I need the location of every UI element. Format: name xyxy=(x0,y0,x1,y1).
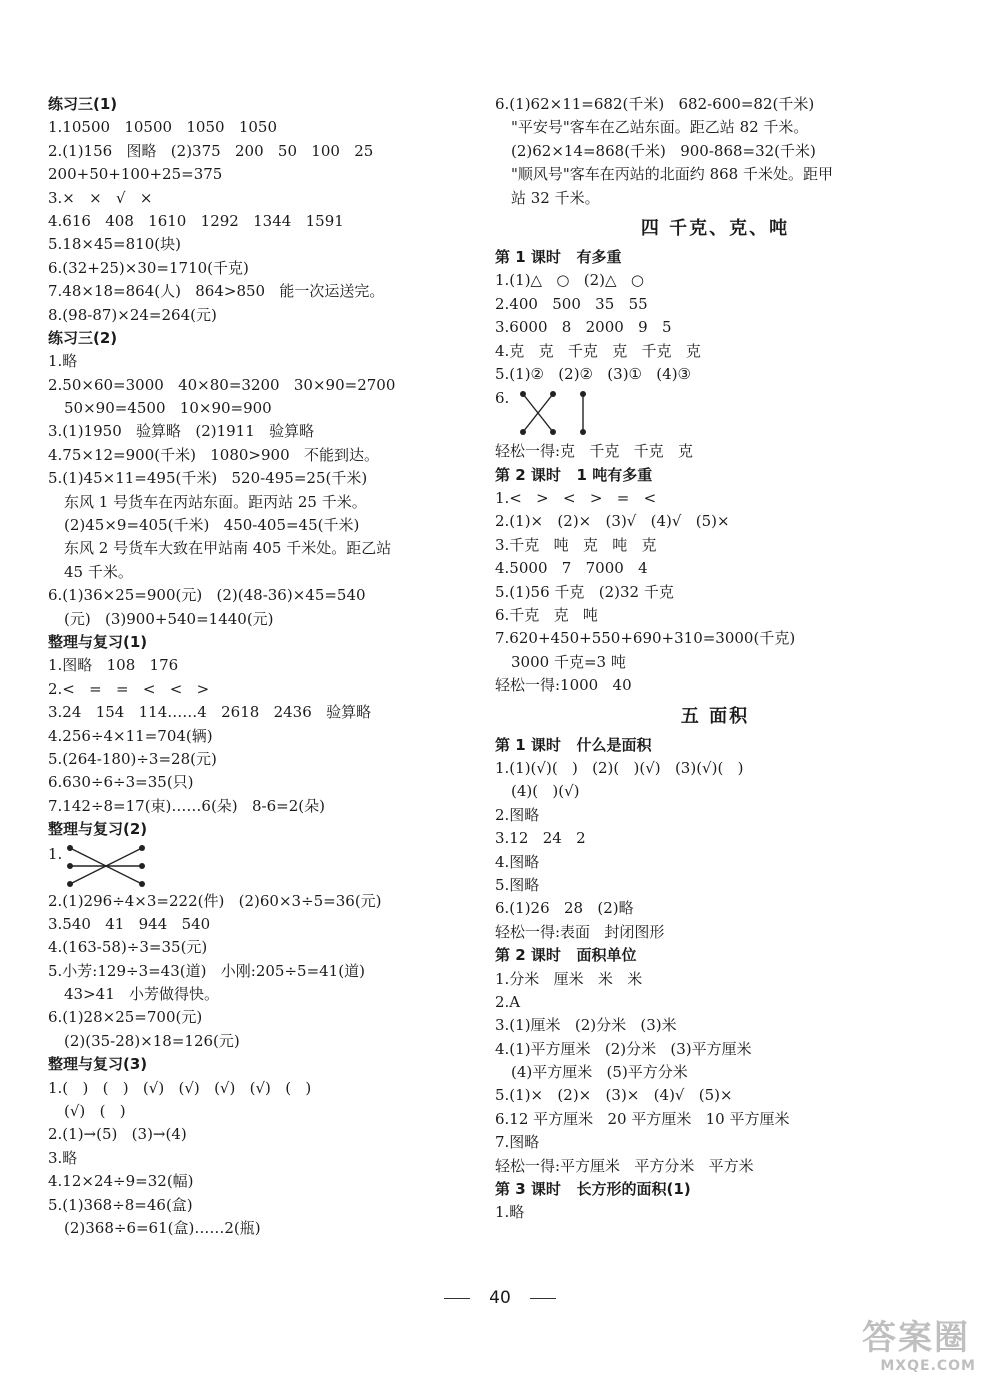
diagram-item xyxy=(48,844,478,888)
answer-line: 1.图略 108 176 xyxy=(48,656,179,675)
answer-line: 2.(1)× (2)× (3)√ (4)√ (5)× xyxy=(495,512,730,531)
watermark-logo: 答案圈 xyxy=(862,1318,970,1358)
answer-line: 2.(1)156 图略 (2)375 200 50 100 25 xyxy=(48,141,374,160)
answer-line: 1.略 xyxy=(495,1203,525,1222)
section-heading: 整理与复习(3) xyxy=(48,1055,148,1074)
answer-line: 4.图略 xyxy=(495,852,540,871)
answer-line: 4.(1)平方厘米 (2)分米 (3)平方厘米 xyxy=(495,1039,752,1058)
answer-line: 5.图略 xyxy=(495,875,540,894)
answer-line: 1.(1)△ ○ (2)△ ○ xyxy=(495,271,644,290)
answer-line: 轻松一得:平方厘米 平方分米 平方米 xyxy=(495,1156,754,1175)
watermark-url: MXQE.COM xyxy=(880,1358,976,1374)
answer-line: 4.5000 7 7000 4 xyxy=(495,559,648,578)
connector-dot xyxy=(580,391,586,397)
answer-line: 2.(1)→(5) (3)→(4) xyxy=(48,1125,187,1144)
answer-line: 8.(98-87)×24=264(元) xyxy=(48,305,217,324)
diagram-item xyxy=(495,388,935,438)
answer-line: 7.图略 xyxy=(495,1133,540,1152)
right-column xyxy=(495,93,935,1225)
answer-line: (4)( )(√) xyxy=(511,782,580,801)
answer-line: 3.(1)1950 验算略 (2)1911 验算略 xyxy=(48,422,315,441)
answer-line: 6.(32+25)×30=1710(千克) xyxy=(48,258,249,277)
answer-line: 东风 2 号货车大致在甲站南 405 千米处。距乙站 xyxy=(64,539,392,558)
answer-line: 7.142÷8=17(束)……6(朵) 8-6=2(朵) xyxy=(48,796,325,815)
answer-line: 5.18×45=810(块) xyxy=(48,235,181,254)
answer-line: 200+50+100+25=375 xyxy=(48,165,223,184)
section-heading: 第 1 课时 什么是面积 xyxy=(495,735,652,754)
answer-line: 5.小芳:129÷3=43(道) 小刚:205÷5=41(道) xyxy=(48,961,365,980)
page-footer xyxy=(0,1288,1000,1308)
answer-line: 3.(1)厘米 (2)分米 (3)米 xyxy=(495,1016,677,1035)
answer-line: 3000 千克=3 吨 xyxy=(511,652,626,671)
answer-line: 7.620+450+550+690+310=3000(千克) xyxy=(495,629,796,648)
section-heading: 整理与复习(1) xyxy=(48,632,148,651)
answer-line: 5.(1)368÷8=46(盒) xyxy=(48,1195,193,1214)
connector-dot xyxy=(67,881,73,887)
answer-line: 5.(1)45×11=495(千米) 520-495=25(千米) xyxy=(48,469,368,488)
answer-line: 3.略 xyxy=(48,1148,78,1167)
watermark xyxy=(862,1318,982,1388)
chapter-heading: 五 面积 xyxy=(680,705,750,727)
diagram-label: 6. xyxy=(495,389,510,408)
answer-line: 45 千米。 xyxy=(64,562,133,581)
section-heading: 整理与复习(2) xyxy=(48,820,148,839)
answer-line: 6.12 平方厘米 20 平方厘米 10 平方厘米 xyxy=(495,1109,790,1128)
answer-line: 1.(1)(√)( ) (2)( )(√) (3)(√)( ) xyxy=(495,758,744,777)
answer-line: 5.(1)② (2)② (3)① (4)③ xyxy=(495,364,692,383)
connector-dot xyxy=(139,863,145,869)
answer-line: (元) (3)900+540=1440(元) xyxy=(64,609,274,628)
section-heading: 第 2 课时 1 吨有多重 xyxy=(495,465,653,484)
answer-line: "顺风号"客车在丙站的北面约 868 千米处。距甲 xyxy=(511,165,833,184)
answer-line: 3.6000 8 2000 9 5 xyxy=(495,318,672,337)
answer-line: 5.(1)× (2)× (3)× (4)√ (5)× xyxy=(495,1086,733,1105)
connector-dot xyxy=(67,863,73,869)
connector-dot xyxy=(550,429,556,435)
answer-line: 1.( ) ( ) (√) (√) (√) (√) ( ) xyxy=(48,1078,312,1097)
answer-line: (4)平方厘米 (5)平方分米 xyxy=(511,1063,688,1082)
answer-line: "平安号"客车在乙站东面。距乙站 82 千米。 xyxy=(511,118,809,137)
diagram-label: 1. xyxy=(48,844,63,863)
answer-line: 1.分米 厘米 米 米 xyxy=(495,969,643,988)
section-heading: 第 3 课时 长方形的面积(1) xyxy=(495,1180,691,1199)
answer-line: 4.256÷4×11=704(辆) xyxy=(48,726,213,745)
answer-line: 2.< = = < < > xyxy=(48,679,210,698)
connector-dot xyxy=(550,391,556,397)
answer-line: 5.(264-180)÷3=28(元) xyxy=(48,749,217,768)
answer-line: 3.12 24 2 xyxy=(495,829,586,848)
answer-line: 轻松一得:表面 封闭图形 xyxy=(495,922,665,941)
section-heading: 练习三(2) xyxy=(48,328,118,347)
page-number: 40 xyxy=(489,1288,511,1308)
answer-line: 3.24 154 114……4 2618 2436 验算略 xyxy=(48,703,372,722)
answer-line: 4.616 408 1610 1292 1344 1591 xyxy=(48,211,344,230)
answer-line: 轻松一得:克 千克 千克 克 xyxy=(495,442,693,461)
answer-line: 5.(1)56 千克 (2)32 千克 xyxy=(495,582,674,601)
answer-line: 50×90=4500 10×90=900 xyxy=(64,399,272,418)
section-heading: 第 2 课时 面积单位 xyxy=(495,946,637,965)
footer-dash-right xyxy=(530,1298,556,1299)
answer-line: 4.(163-58)÷3=35(元) xyxy=(48,938,208,957)
answer-line: 4.12×24÷9=32(幅) xyxy=(48,1172,194,1191)
connector-dot xyxy=(139,881,145,887)
answer-line: 6.(1)28×25=700(元) xyxy=(48,1008,203,1027)
answer-line: 轻松一得:1000 40 xyxy=(495,676,632,695)
answer-line: (√) ( ) xyxy=(64,1102,126,1121)
matching-diagram xyxy=(509,388,599,438)
left-column xyxy=(48,93,478,1240)
connector-dot xyxy=(67,845,73,851)
connector-dot xyxy=(520,429,526,435)
answer-line: 6.630÷6÷3=35(只) xyxy=(48,773,194,792)
section-heading: 练习三(1) xyxy=(48,95,118,113)
answer-line: (2)368÷6=61(盒)……2(瓶) xyxy=(64,1218,261,1237)
answer-line: 2.图略 xyxy=(495,805,540,824)
answer-line: 3.× × √ × xyxy=(48,188,153,207)
answer-line: 2.(1)296÷4×3=222(件) (2)60×3÷5=36(元) xyxy=(48,891,382,910)
answer-line: 4.克 克 千克 克 千克 克 xyxy=(495,341,701,360)
answer-line: 东风 1 号货车在丙站东面。距丙站 25 千米。 xyxy=(64,492,367,511)
answer-line: 1.< > < > = < xyxy=(495,489,657,508)
connector-dot xyxy=(580,429,586,435)
answer-line: (2)62×14=868(千米) 900-868=32(千米) xyxy=(511,141,816,160)
answer-line: 2.50×60=3000 40×80=3200 30×90=2700 xyxy=(48,375,396,394)
answer-line: 6.(1)62×11=682(千米) 682-600=82(千米) xyxy=(495,95,815,113)
answer-line: 7.48×18=864(人) 864>850 能一次运送完。 xyxy=(48,282,385,301)
footer-dash-left xyxy=(444,1298,470,1299)
answer-line: 6.(1)36×25=900(元) (2)(48-36)×45=540 xyxy=(48,586,366,605)
answer-line: 1.10500 10500 1050 1050 xyxy=(48,118,278,137)
answer-line: (2)45×9=405(千米) 450-405=45(千米) xyxy=(64,516,360,535)
answer-line: 站 32 千米。 xyxy=(511,188,600,207)
answer-line: 2.400 500 35 55 xyxy=(495,294,648,313)
matching-diagram xyxy=(62,844,152,888)
answer-line: 43>41 小芳做得快。 xyxy=(64,985,220,1004)
connector-dot xyxy=(139,845,145,851)
section-heading: 第 1 课时 有多重 xyxy=(495,247,622,266)
answer-line: 6.(1)26 28 (2)略 xyxy=(495,899,634,918)
connector-dot xyxy=(520,391,526,397)
answer-line: 6.千克 克 吨 xyxy=(495,606,598,625)
answer-line: 3.千克 吨 克 吨 克 xyxy=(495,535,657,554)
answer-line: 3.540 41 944 540 xyxy=(48,914,211,933)
answer-line: (2)(35-28)×18=126(元) xyxy=(64,1031,240,1050)
chapter-heading: 四 千克、克、吨 xyxy=(640,217,790,239)
answer-line: 2.A xyxy=(495,992,521,1011)
answer-line: 1.略 xyxy=(48,352,78,371)
answer-line: 4.75×12=900(千米) 1080>900 不能到达。 xyxy=(48,445,379,464)
